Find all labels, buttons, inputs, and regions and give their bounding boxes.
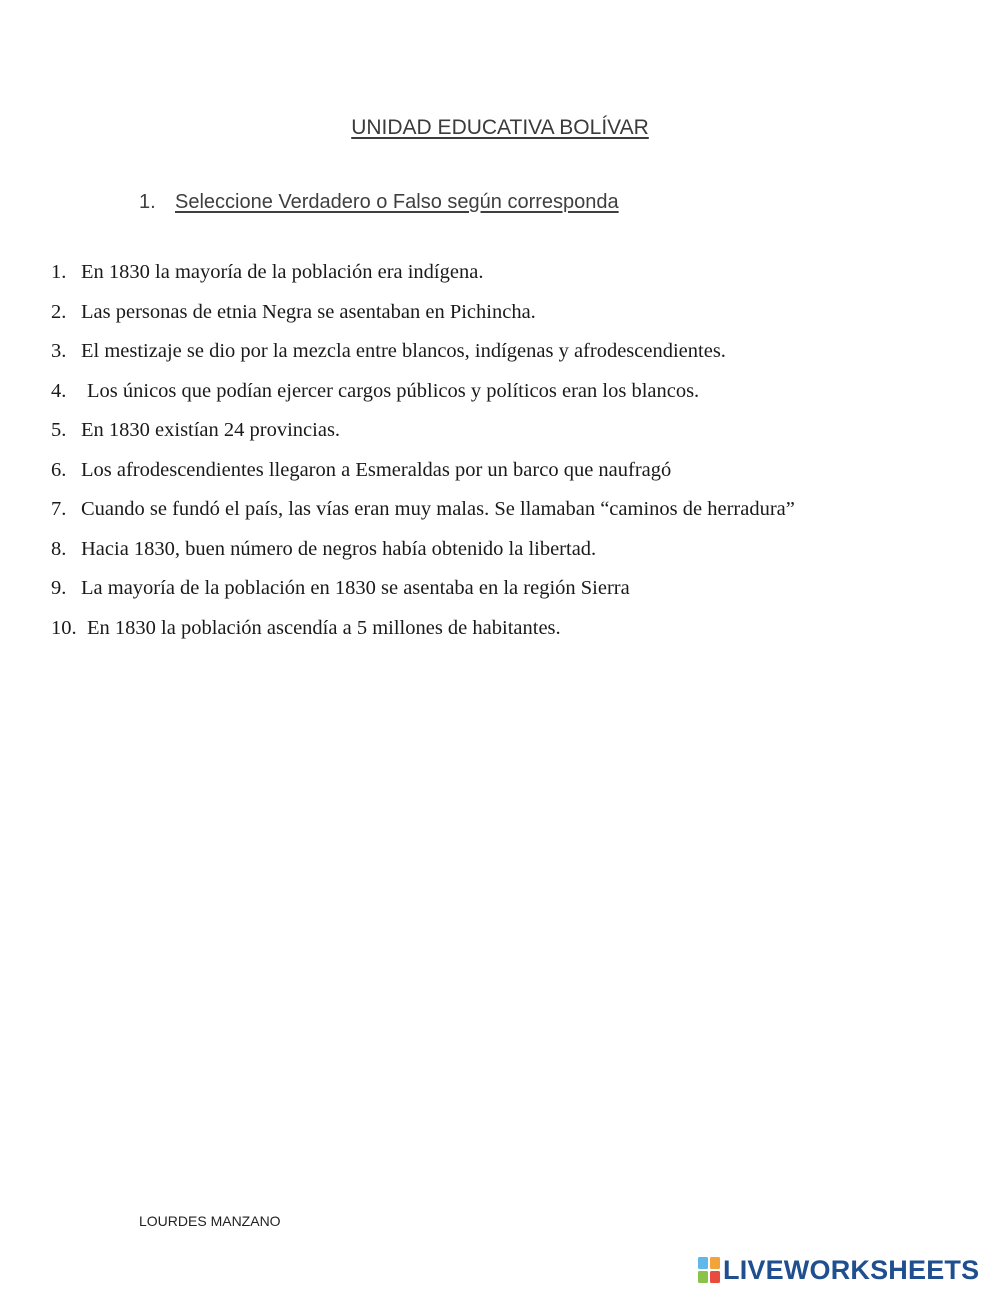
question-item [0, 609, 1000, 649]
instruction-number: 1. [139, 191, 156, 213]
instruction-heading [139, 191, 619, 214]
liveworksheets-icon [698, 1257, 720, 1283]
question-text: En 1830 la mayoría de la población era indígena. [81, 261, 484, 283]
question-text: Los únicos que podían ejercer cargos públicos y políticos eran los blancos. [87, 379, 700, 402]
instruction-text: Seleccione Verdadero o Falso según corresponda [175, 191, 619, 213]
question-number: 3. [51, 340, 67, 362]
question-item [0, 372, 1000, 412]
question-number: 5. [51, 419, 67, 441]
question-number: 8. [51, 537, 67, 560]
question-text: En 1830 la población ascendía a 5 millones de habitantes. [87, 616, 561, 639]
question-item [0, 411, 1000, 451]
question-number: 4. [51, 379, 67, 402]
question-number: 2. [51, 300, 67, 323]
question-text: Los afrodescendientes llegaron a Esmeraldas por un barco que naufragó [81, 458, 672, 481]
brand-name: LIVEWORKSHEETS [723, 1255, 980, 1285]
school-title: UNIDAD EDUCATIVA BOLÍVAR [351, 116, 649, 139]
liveworksheets-logo[interactable] [698, 1255, 979, 1285]
question-text: Cuando se fundó el país, las vías eran muy malas. Se llamaban “caminos de herradura” [81, 498, 795, 520]
question-number: 1. [51, 261, 67, 283]
question-item [0, 451, 1000, 491]
question-text: Las personas de etnia Negra se asentaban en Pichincha. [81, 300, 536, 323]
question-item [0, 253, 1000, 293]
question-item [0, 293, 1000, 333]
question-text: Hacia 1830, buen número de negros había obtenido la libertad. [81, 537, 597, 560]
question-text: El mestizaje se dio por la mezcla entre blancos, indígenas y afrodescendientes. [81, 340, 726, 362]
author-name: LOURDES MANZANO [139, 1213, 281, 1229]
question-text: En 1830 existían 24 provincias. [81, 419, 341, 441]
question-item [0, 332, 1000, 372]
question-number: 6. [51, 458, 67, 481]
question-text: La mayoría de la población en 1830 se asentaba en la región Sierra [81, 577, 630, 599]
question-item [0, 490, 1000, 530]
question-list [0, 253, 1000, 648]
question-number: 9. [51, 577, 67, 599]
question-number: 7. [51, 498, 67, 520]
question-number: 10. [51, 616, 77, 639]
question-item [0, 569, 1000, 609]
question-item [0, 530, 1000, 570]
